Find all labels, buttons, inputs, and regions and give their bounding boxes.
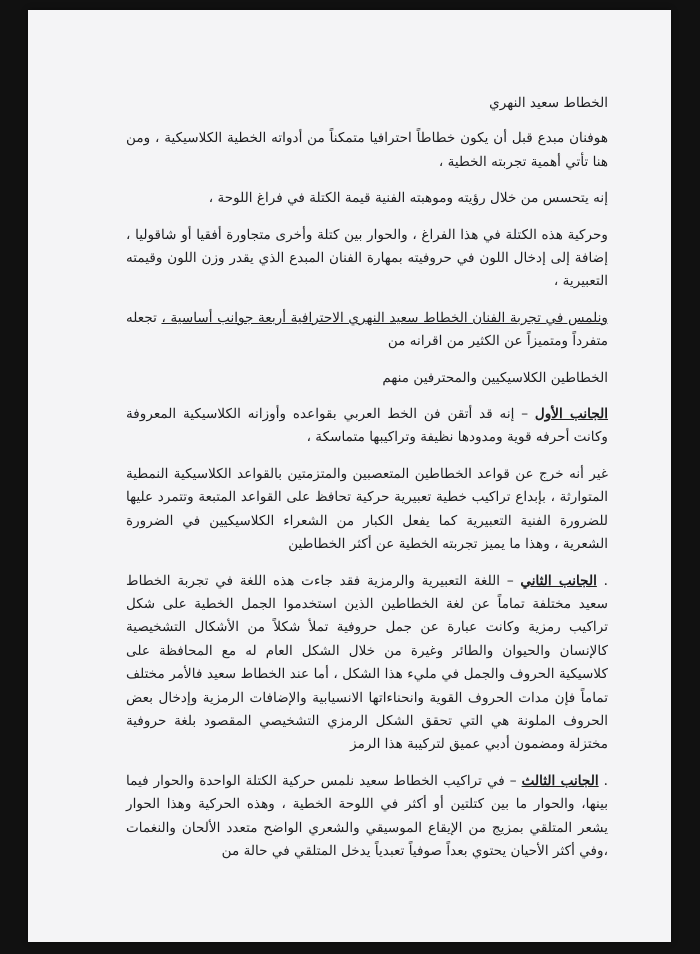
- aspect-one-heading: الجانب الأول: [534, 406, 609, 423]
- paragraph-mass: إنه يتحسس من خلال رؤيته وموهبته الفنية قيمة الكتلة في فراغ اللوحة ،: [208, 190, 608, 207]
- paper-sheet: [28, 10, 671, 942]
- paragraph-aspect-three: [126, 770, 608, 864]
- aspect-two-prefix: .: [596, 572, 608, 589]
- aspect-two-text: اللغة التعبيرية والرمزية فقد جاءت هذه اللغة في تجربة الخطاط سعيد مختلفة تماماً عن لغة الخطاطين الذين استخدموا الجمل الخطية على شكل تراكيب رمزية وكانت عبارة عن جمل حروفية تملأ شكلاً من الأشكال التشخيصية كالإنسان والحيوان والطائر وغيرة من خلال الشكل العام له مع المحافظة على كلاسيكية الحروف والجمل في مليء هذا الشكل ، أما عند الخطاط سعيد فالأمر مختلف تماماً فإن مدات الحروف القوية وانحناءاتها الانسيابية والإضافات الرمزية وإدخال بعض الحروف الملونة هي التي تحقق الشكل الرمزي التشخيصي المقصود بلغة حروفية مختزلة ومضمون أدبي عميق لتركيبة هذا الرمز: [126, 572, 608, 753]
- paragraph-aspect-one-continued: غير أنه خرج عن قواعد الخطاطين المتعصبين والمتزمتين بالقواعد الكلاسيكية النمطية المتوارثة ، بإبداع تراكيب خطية تعبيرية حركية تحافظ على القواعد المتبعة وتتمرد عليها للضرورة الفنية التعبيرية كما يفعل الكبار من الشعراء الكلاسيكيين في الضرورة الشعرية ، وهذا ما يميز تجربته الخطية عن أكثر الخطاطين: [126, 465, 608, 553]
- aspect-one-dash: –: [514, 406, 535, 423]
- underlined-sentence: ونلمس في تجربة الفنان الخطاط سعيد النهري الاحترافية أربعة جوانب أساسية ،: [161, 309, 608, 326]
- aspect-two-dash: –: [500, 572, 521, 589]
- intro-rest: تجعله متفرداً ومتميزاً عن الكثير من اقرانه من: [126, 309, 608, 350]
- aspect-one-text: إنه قد أتقن فن الخط العربي بقواعده وأوزانه الكلاسيكية المعروفة وكانت أحرفه قوية ومدودها نظيفة وتراكيبها متماسكة ،: [126, 406, 608, 446]
- paragraph-aspect-one: [126, 403, 608, 450]
- paragraph-intro: هوفنان مبدع قبل أن يكون خطاطاً احترافيا متمكناً من أدواته الخطية الكلاسيكية ، ومن هنا تأتي أهمية تجربته الخطية ،: [126, 130, 608, 170]
- paragraph-four-aspects: [126, 307, 608, 354]
- aspect-three-text: في تراكيب الخطاط سعيد نلمس حركية الكتلة الواحدة والحوار فيما بينها، والحوار ما بين كتلتين أو أكثر في اللوحة الخطية ، وهذه الحركية وهذا الحوار يشعر المتلقي بمزيج من الإيقاع الموسيقي والشعري الواضح متعدد الألحان والنغمات ،وفي أكثر الأحيان يحتوي بعداً صوفياً تعبدياً يدخل المتلقي في حالة من: [126, 772, 608, 859]
- document-title: الخطاط سعيد النهري: [489, 95, 608, 111]
- aspect-two-heading: الجانب الثاني: [520, 572, 597, 589]
- aspect-three-heading: الجانب الثالث: [521, 772, 599, 789]
- paragraph-movement: وحركية هذه الكتلة في هذا الفراغ ، والحوار بين كتلة وأخرى متجاورة أفقيا أو شاقوليا ، إضافة إلى إدخال اللون في حروفيته بمهارة الفنان المبدع الذي يقدر وزن اللون وقيمته التعبيرية ،: [126, 226, 608, 290]
- aspect-three-dash: –: [504, 772, 522, 789]
- paragraph-aspect-two: [126, 570, 608, 757]
- aspect-three-prefix: .: [598, 772, 608, 789]
- document-body: [126, 92, 608, 876]
- paragraph-calligraphers: الخطاطين الكلاسيكيين والمحترفين منهم: [382, 369, 608, 386]
